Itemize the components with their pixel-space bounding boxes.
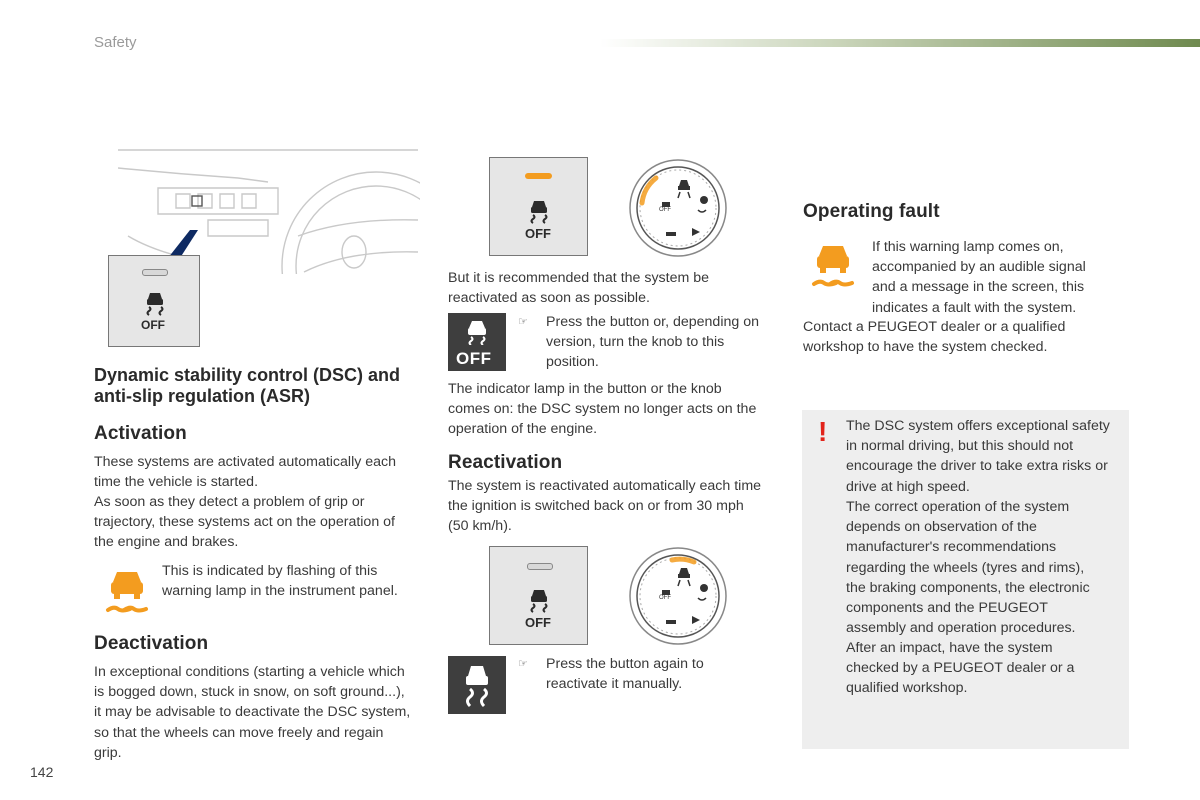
reactivation-text: The system is reactivated automatically each time the ignition is switched back on or from 30 mph (50 km/h).: [448, 478, 762, 535]
dsc-knob-off: [628, 158, 728, 258]
dsc-skid-icon: [144, 290, 166, 316]
contact-text: Contact a PEUGEOT dealer or a qualified workshop to have the system checked.: [803, 319, 1066, 356]
orange-skid-warning-icon: [810, 240, 856, 290]
knob-off-label: OFF: [659, 207, 671, 213]
activation-text: These systems are activated automatically each time the vehicle is started.: [94, 454, 397, 491]
activation-heading: Activation: [94, 423, 187, 444]
dsc-knob-on: [628, 546, 728, 646]
button-off-label: OFF: [525, 226, 551, 241]
knob-off-label: OFF: [659, 595, 671, 601]
warning-text-3: After an impact, have the system checked by a PEUGEOT dealer or a qualified workshop.: [846, 640, 1075, 697]
button-indicator-lamp-off: [527, 563, 553, 570]
warning-exclamation-icon: !: [818, 416, 828, 447]
pointer-bullet: ☞: [518, 316, 528, 328]
button-off-label: OFF: [525, 615, 551, 630]
page-number: 142: [30, 764, 54, 780]
warning-text-2: The correct operation of the system depends on observation of the manufacturer's recommendations regarding the wheels (tyres and rims), the braking components, the electronic components and the PEUGEOT assembly and operation procedures.: [846, 499, 1090, 637]
recommend-text: But it is recommended that the system be reactivated as soon as possible.: [448, 270, 710, 307]
dsc-on-icon-dark: [448, 656, 506, 714]
dsc-skid-icon: [528, 198, 550, 224]
dsc-button-inactive: [489, 546, 588, 645]
orange-skid-warning-icon: [104, 566, 150, 616]
deactivation-text: In exceptional conditions (starting a vehicle which is bogged down, stuck in snow, on soft ground...), it may be advisable to deactivate the DSC system, so that the wheels can move freely and regain grip.: [94, 664, 411, 761]
pointer-bullet: ☞: [518, 658, 528, 670]
button-off-label: OFF: [141, 318, 165, 332]
flash-note: This is indicated by flashing of this warning lamp in the instrument panel.: [162, 563, 398, 600]
fault-heading: Operating fault: [803, 201, 940, 222]
activation-text-2: As soon as they detect a problem of grip or trajectory, these systems act on the operation of the engine and brakes.: [94, 494, 395, 551]
skid-icon-white: [465, 319, 489, 345]
deactivation-heading: Deactivation: [94, 633, 209, 654]
press-again-text: Press the button again to reactivate it manually.: [546, 656, 704, 693]
main-title: Dynamic stability control (DSC) and anti-slip regulation (ASR): [94, 365, 401, 406]
skid-icon-white: [460, 662, 494, 708]
button-indicator-lamp-on: [525, 173, 552, 179]
section-header: Safety: [94, 34, 137, 51]
warning-text-1: The DSC system offers exceptional safety in normal driving, but this should not encourage the driver to take extra risks or drive at high speed.: [846, 418, 1110, 495]
header-bar: [600, 39, 1200, 47]
press-text: Press the button or, depending on version, turn the knob to this position.: [546, 314, 759, 371]
warning-panel: [802, 410, 1129, 749]
dsc-button-closeup: [108, 255, 200, 347]
indicator-text: The indicator lamp in the button or the knob comes on: the DSC system no longer acts on the operation of the engine.: [448, 381, 757, 438]
off-icon-label: OFF: [456, 349, 492, 368]
reactivation-heading: Reactivation: [448, 452, 563, 473]
button-indicator-lamp: [142, 269, 168, 276]
dsc-skid-icon: [528, 587, 550, 613]
dsc-button-active: [489, 157, 588, 256]
off-icon-dark: [448, 313, 506, 371]
fault-text: If this warning lamp comes on, accompanied by an audible signal and a message in the screen, this indicates a fault with the system.: [872, 239, 1086, 316]
